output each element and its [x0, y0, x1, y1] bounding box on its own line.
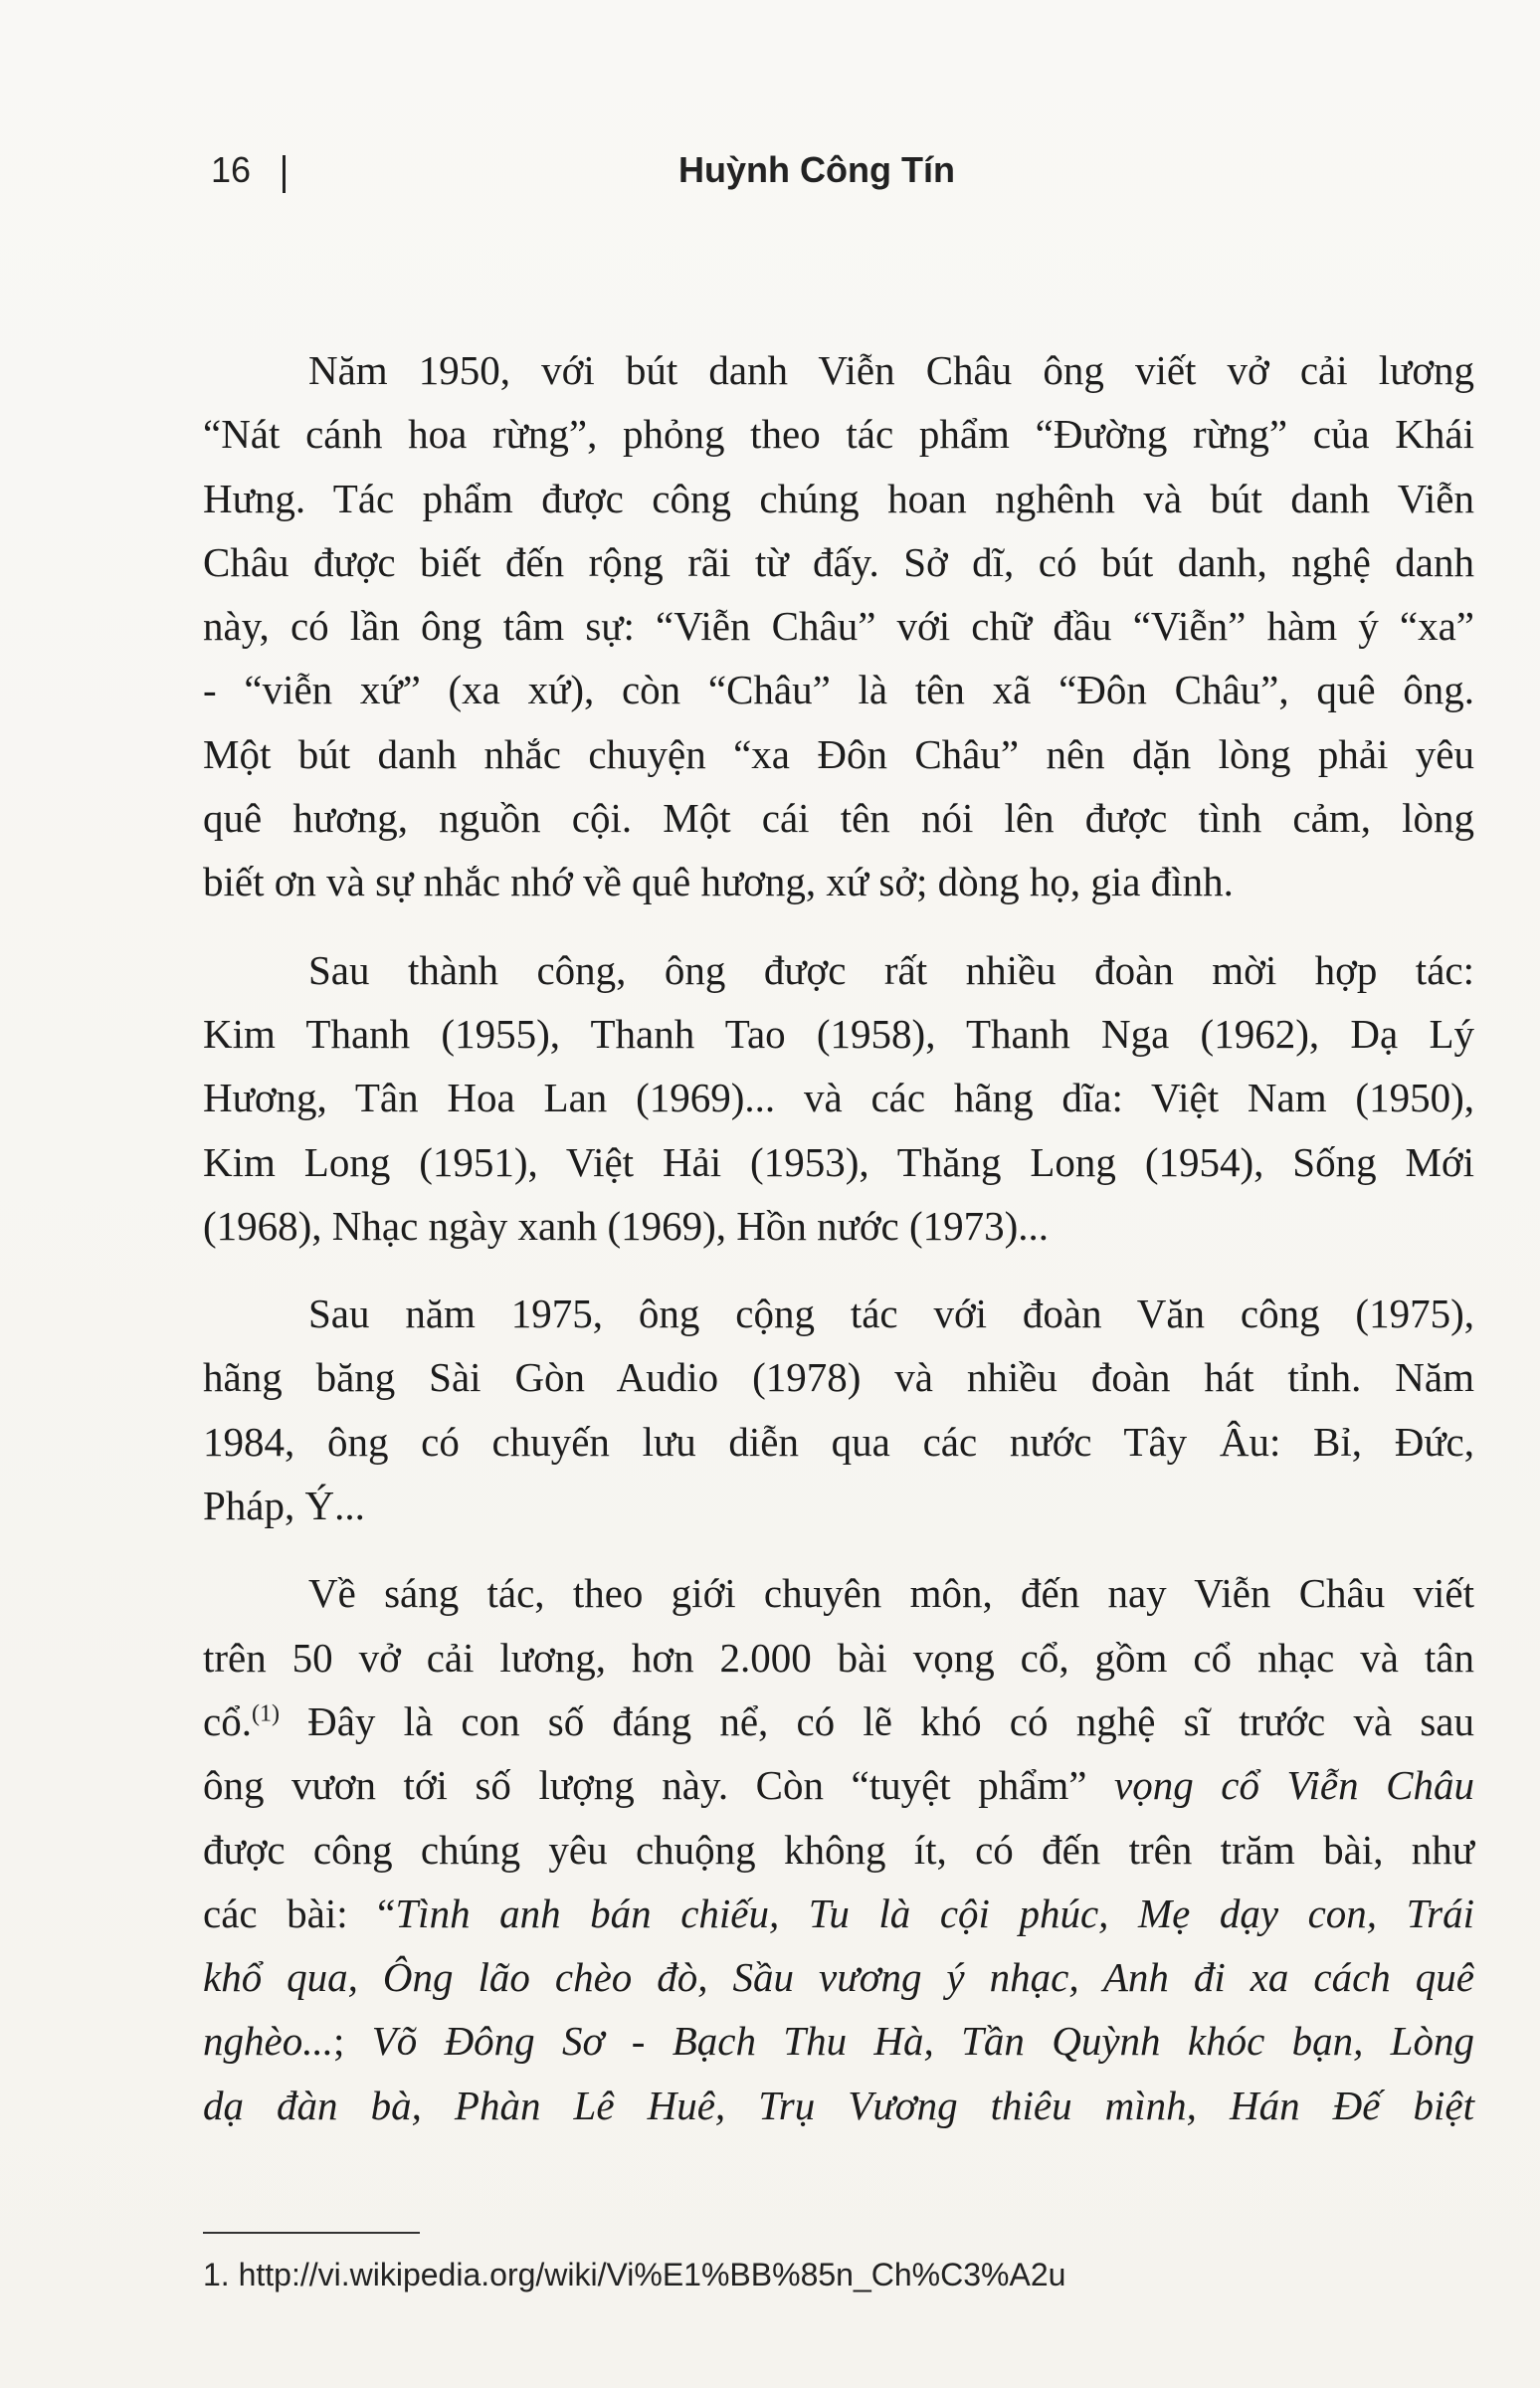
body-text: [203, 338, 1474, 2161]
text-run: ông vươn tới số lượng này. Còn “tuyệt phẩm”: [203, 1762, 1115, 1809]
text-line: Kim Long (1951), Việt Hải (1953), Thăng Long (1954), Sống Mới: [203, 1138, 1474, 1185]
text-line: Hưng. Tác phẩm được công chúng hoan nghênh và bút danh Viễn: [203, 475, 1474, 521]
text-line: Châu được biết đến rộng rãi từ đấy. Sở dĩ, có bút danh, nghệ danh: [203, 538, 1474, 585]
text-line: [203, 2074, 1474, 2137]
text-line: này, có lần ông tâm sự: “Viễn Châu” với chữ đầu “Viễn” hàm ý “xa”: [203, 603, 1474, 650]
italic-run: khổ qua, Ông lão chèo đò, Sầu vương ý nhạc, Anh đi xa cách quê: [203, 1954, 1474, 2001]
text-line: (1968), Nhạc ngày xanh (1969), Hồn nước (1973)...: [203, 1202, 1050, 1249]
footnote-separator: [203, 2232, 420, 2234]
text-line: [203, 1945, 1474, 2009]
text-line: 1984, ông có chuyến lưu diễn qua các nước Tây Âu: Bỉ, Đức,: [203, 1418, 1474, 1465]
text-line: Kim Thanh (1955), Thanh Tao (1958), Thanh Nga (1962), Dạ Lý: [203, 1010, 1474, 1057]
footnote-marker: (1): [251, 1700, 280, 1727]
text-line: Sau thành công, ông được rất nhiều đoàn mời hợp tác:: [308, 946, 1474, 993]
text-line: [203, 1753, 1474, 1817]
text-line: được công chúng yêu chuộng không ít, có đến trên trăm bài, như: [203, 1826, 1474, 1873]
page-number: 16: [211, 149, 252, 190]
italic-run: Tình anh bán chiếu, Tu là cội phúc, Mẹ dạy con, Trái: [395, 1890, 1474, 1936]
text-line: Hương, Tân Hoa Lan (1969)... và các hãng dĩa: Việt Nam (1950),: [203, 1075, 1474, 1121]
text-line: Năm 1950, với bút danh Viễn Châu ông viết vở cải lương: [308, 347, 1474, 393]
text-line: Một bút danh nhắc chuyện “xa Đôn Châu” nên dặn lòng phải yêu: [203, 730, 1474, 777]
running-header: [211, 149, 1355, 209]
italic-run: nghèo...: [203, 2018, 333, 2065]
text-run: Đây là con số đáng nể, có lẽ khó có nghệ sĩ trước và sau: [279, 1697, 1474, 1744]
italic-run: vọng cổ Viễn Châu: [1114, 1762, 1474, 1809]
italic-run: Võ Đông Sơ - Bạch Thu Hà, Tần Quỳnh khóc bạn, Lòng: [371, 2018, 1474, 2065]
text-line: Pháp, Ý...: [203, 1483, 365, 1529]
text-line: trên 50 vở cải lương, hơn 2.000 bài vọng cổ, gồm cổ nhạc và tân: [203, 1634, 1474, 1681]
text-line: [203, 2009, 1474, 2073]
italic-run: dạ đàn bà, Phàn Lê Huê, Trụ Vương thiêu mình, Hán Đế biệt: [203, 2082, 1474, 2128]
text-run: các bài: “: [203, 1890, 396, 1936]
text-line: hãng băng Sài Gòn Audio (1978) và nhiều đoàn hát tỉnh. Năm: [203, 1354, 1474, 1401]
text-line: biết ơn và sự nhắc nhớ về quê hương, xứ sở; dòng họ, gia đình.: [203, 859, 1234, 905]
paragraph-1: [203, 338, 1474, 914]
text-line: Sau năm 1975, ông cộng tác với đoàn Văn công (1975),: [308, 1291, 1474, 1337]
footnote: 1. http://vi.wikipedia.org/wiki/Vi%E1%BB%85n_Ch%C3%A2u: [203, 2257, 1066, 2292]
paragraph-2: [203, 938, 1474, 1258]
text-line: [203, 1882, 1474, 1945]
paragraph-4: [203, 1561, 1474, 2137]
text-line: - “viễn xứ” (xa xứ), còn “Châu” là tên xã “Đôn Châu”, quê ông.: [203, 667, 1474, 713]
running-title: Huỳnh Công Tín: [678, 149, 955, 190]
text-run: cổ.: [203, 1697, 252, 1744]
text-run: ;: [332, 2018, 372, 2065]
text-line: quê hương, nguồn cội. Một cái tên nói lên được tình cảm, lòng: [203, 795, 1474, 842]
paragraph-3: [203, 1282, 1474, 1537]
text-line: Về sáng tác, theo giới chuyên môn, đến nay Viễn Châu viết: [308, 1570, 1474, 1617]
text-line: [203, 1690, 1474, 1753]
text-line: “Nát cánh hoa rừng”, phỏng theo tác phẩm “Đường rừng” của Khái: [203, 411, 1474, 458]
header-divider: [283, 155, 286, 193]
